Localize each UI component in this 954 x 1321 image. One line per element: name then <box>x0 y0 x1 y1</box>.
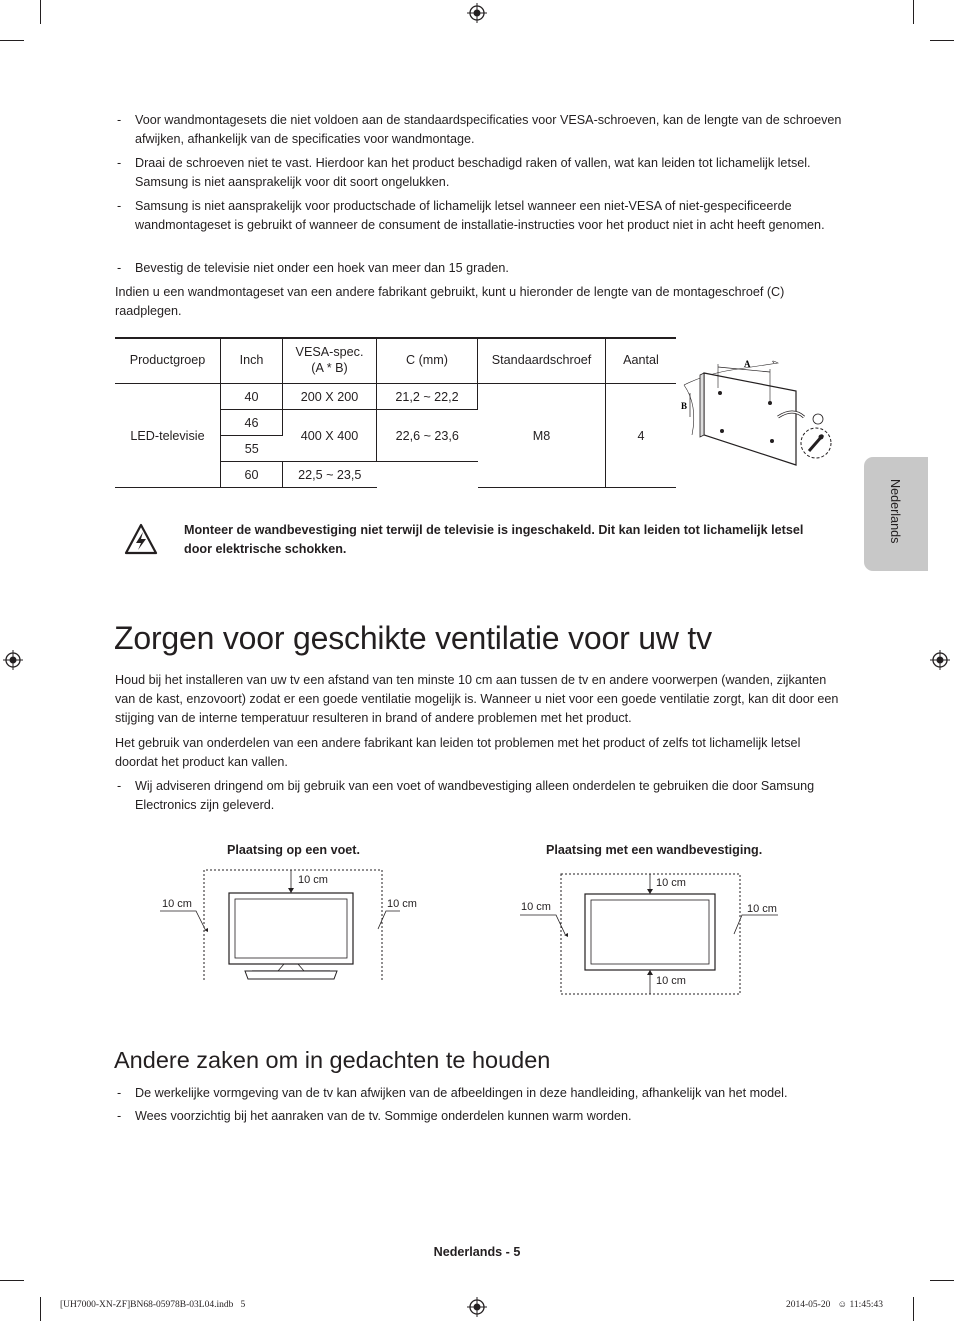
bullet-item: - Draai de schroeven niet te vast. Hierdoor kan het product beschadigd raken of vallen, wat kan leiden tot lichamelijk letsel. Samsung is niet aansprakelijk voor dit soort ongelukken. <box>117 156 811 189</box>
cell-screw: M8 <box>478 384 606 488</box>
crop-mark <box>40 1297 41 1321</box>
cell-vesa: 400 X 400 <box>283 410 377 462</box>
stand-placement-diagram <box>160 868 400 984</box>
registration-mark-icon <box>930 650 950 670</box>
table-row <box>115 384 676 410</box>
clearance-right-label: 10 cm <box>747 903 777 915</box>
ventilation-paragraph: Het gebruik van onderdelen van een andere fabrikant kan leiden tot problemen met het product of zelfs tot lichamelijk letsel doordat het product kan vallen. <box>115 736 801 769</box>
print-file-info: [UH7000-XN-ZF]BN68-05978B-03L04.indb 5 <box>60 1300 246 1310</box>
svg-text:A: A <box>744 359 751 369</box>
bullet-item: - Voor wandmontagesets die niet voldoen aan de standaardspecificaties voor VESA-schroeven, kan de lengte van de schroeven afwijken, afhankelijk van de specificaties voor wandmontage. <box>117 113 842 146</box>
section-title: Zorgen voor geschikte ventilatie voor uw tv <box>114 620 712 656</box>
clearance-bottom-label: 10 cm <box>656 975 686 987</box>
header-standaardschroef: Standaardschroef <box>478 337 606 384</box>
bullet-item: - Wij adviseren dringend om bij gebruik van een voet of wandbevestiging alleen onderdelen te gebruiken die door Samsung Electronics zijn geleverd. <box>117 779 815 812</box>
cell-c: 22,6 ~ 23,6 <box>377 410 478 462</box>
cell-inch: 55 <box>221 436 283 462</box>
crop-mark <box>0 40 24 41</box>
clearance-top-label: 10 cm <box>298 874 328 886</box>
header-c: C (mm) <box>377 337 478 384</box>
header-vesa: VESA-spec. (A * B) <box>283 337 377 384</box>
header-aantal: Aantal <box>606 337 677 384</box>
header-productgroep: Productgroep <box>115 337 221 384</box>
bullet-item: - Wees voorzichtig bij het aanraken van de tv. Sommige onderdelen kunnen warm worden. <box>117 1109 632 1123</box>
sub-title: Andere zaken om in gedachten te houden <box>114 1047 551 1073</box>
cell-product: LED-televisie <box>115 384 221 488</box>
cell-qty: 4 <box>606 384 677 488</box>
registration-mark-icon <box>467 3 487 23</box>
cell-vesa: 200 X 200 <box>283 384 377 410</box>
bullet-item: - De werkelijke vormgeving van de tv kan afwijken van de afbeeldingen in deze handleiding, afhankelijk van het model. <box>117 1086 788 1100</box>
cell-c: 22,5 ~ 23,5 <box>283 462 377 488</box>
cell-inch: 40 <box>221 384 283 410</box>
clearance-top-label: 10 cm <box>656 877 686 889</box>
clearance-right-label: 10 cm <box>387 898 417 910</box>
crop-mark <box>0 1280 24 1281</box>
electric-warning-icon <box>124 523 158 555</box>
wall-mount-illustration <box>678 355 838 470</box>
cell-inch: 60 <box>221 462 283 488</box>
ventilation-paragraph: Houd bij het installeren van uw tv een afstand van ten minste 10 cm aan tussen de tv en andere voorwerpen (wanden, zijkanten van de kast, enzovoort) zodat er een goede ventilatie mogelijk is. Wanneer u niet voor een goede ventilatie zorgt, kan dit door een stijging van de interne temperatuur resulteren in brand of andere problemen met het product. <box>115 673 839 725</box>
clearance-left-label: 10 cm <box>521 901 551 913</box>
intro-paragraph: Indien u een wandmontageset van een andere fabrikant gebruikt, kunt u hieronder de lengte van de montageschroef (C) raadplegen. <box>115 285 785 318</box>
language-side-tab: Nederlands <box>864 457 928 571</box>
header-inch: Inch <box>221 337 283 384</box>
screw-spec-table <box>115 337 676 488</box>
wall-placement-diagram <box>520 872 780 996</box>
print-date-info: 2014-05-20 ☺ 11:45:43 <box>786 1300 883 1310</box>
warning-text: Monteer de wandbevestiging niet terwijl de televisie is ingeschakeld. Dit kan leiden tot lichamelijk letsel door elektrische schokken. <box>184 523 804 556</box>
crop-mark <box>930 40 954 41</box>
bullet-item: - Bevestig de televisie niet onder een hoek van meer dan 15 graden. <box>117 261 509 275</box>
registration-mark-icon <box>467 1297 487 1317</box>
clearance-left-label: 10 cm <box>162 898 192 910</box>
table-header-row <box>115 337 676 384</box>
cell-c: 21,2 ~ 22,2 <box>377 384 478 410</box>
registration-mark-icon <box>3 650 23 670</box>
crop-mark <box>913 0 914 24</box>
diagram-title-wall: Plaatsing met een wandbevestiging. <box>546 843 763 857</box>
crop-mark <box>913 1297 914 1321</box>
cell-inch: 46 <box>221 410 283 436</box>
svg-text:B: B <box>681 401 688 411</box>
crop-mark <box>930 1280 954 1281</box>
crop-mark <box>40 0 41 24</box>
diagram-title-stand: Plaatsing op een voet. <box>227 843 360 857</box>
bullet-item: - Samsung is niet aansprakelijk voor productschade of lichamelijk letsel wanneer een niet-VESA of niet-gespecificeerde wandmontageset is gebruikt of wanneer de consument de installatie-instructies voor het product niet in acht heeft genomen. <box>117 199 825 232</box>
page-footer: Nederlands - 5 <box>433 1245 521 1259</box>
